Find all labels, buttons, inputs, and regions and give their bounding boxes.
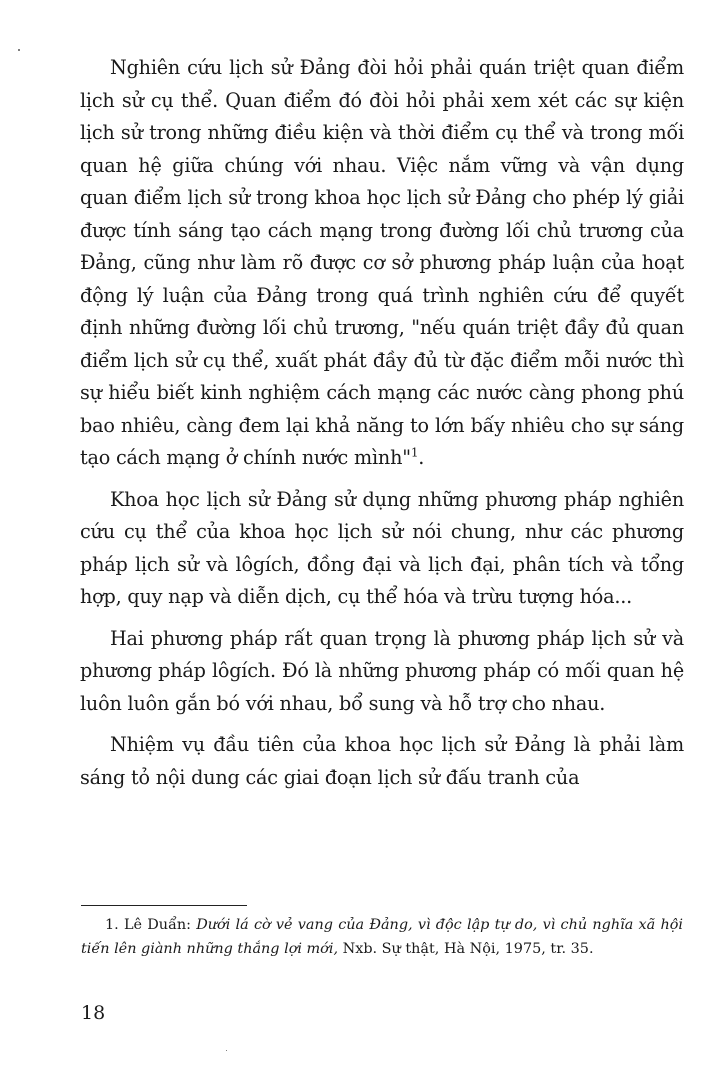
paragraph-1-text: Nghiên cứu lịch sử Đảng đòi hỏi phải quán triệt quan điểm lịch sử cụ thể. Quan điểm đó đòi hỏi phải xem xét các sự kiện lịch sử trong những điều kiện và thời điểm cụ thể và trong mối quan hệ giữa chúng với nhau. Việc nắm vững và vận dụng quan điểm lịch sử trong khoa học lịch sử Đảng cho phép lý giải được tính sáng tạo cách mạng trong đường lối chủ trương của Đảng, cũng như làm rõ được cơ sở phương pháp luận của hoạt động lý luận của Đảng trong quá trình nghiên cứu để quyết định những đường lối chủ trương, "nếu quán triệt đầy đủ quan điểm lịch sử cụ thể, xuất phát đầy đủ từ đặc điểm mỗi nước thì sự hiểu biết kinh nghiệm cách mạng các nước càng phong phú bao nhiêu, càng đem lại khả năng to lớn bấy nhiêu cho sự sáng tạo cách mạng ở chính nước mình" — [80, 56, 684, 469]
footnote — [81, 914, 683, 961]
scan-speck — [18, 49, 20, 51]
footnote-reference: 1 — [410, 445, 419, 460]
footnote-marker: 1. — [105, 917, 119, 933]
paragraph-3: Hai phương pháp rất quan trọng là phương pháp lịch sử và phương pháp lôgích. Đó là những phương pháp có mối quan hệ luôn luôn gắn bó với nhau, bổ sung và hỗ trợ cho nhau. — [80, 626, 684, 715]
page-number: 18 — [81, 1002, 106, 1024]
paragraph-2: Khoa học lịch sử Đảng sử dụng những phương pháp nghiên cứu cụ thể của khoa học lịch sử nói chung, như các phương pháp lịch sử và lôgích, đồng đại và lịch đại, phân tích và tổng hợp, quy nạp và diễn dịch, cụ thể hóa và trừu tượng hóa... — [80, 487, 684, 608]
scan-speck — [226, 1050, 227, 1051]
main-text — [80, 52, 684, 794]
footnote-publisher: Nxb. Sự thật, Hà Nội, 1975, tr. 35. — [342, 940, 594, 957]
paragraph-1 — [80, 52, 684, 475]
footnote-title: Dưới lá cờ vẻ vang của Đảng, vì độc lập tự do, vì chủ nghĩa xã hội tiến lên giành những thắng lợi mới, — [81, 917, 683, 957]
footnote-author: Lê Duẩn: — [123, 917, 192, 933]
paragraph-1-end: . — [418, 446, 425, 469]
footnote-divider — [81, 905, 247, 906]
paragraph-4: Nhiệm vụ đầu tiên của khoa học lịch sử Đảng là phải làm sáng tỏ nội dung các giai đoạn lịch sử đấu tranh của — [80, 733, 684, 789]
